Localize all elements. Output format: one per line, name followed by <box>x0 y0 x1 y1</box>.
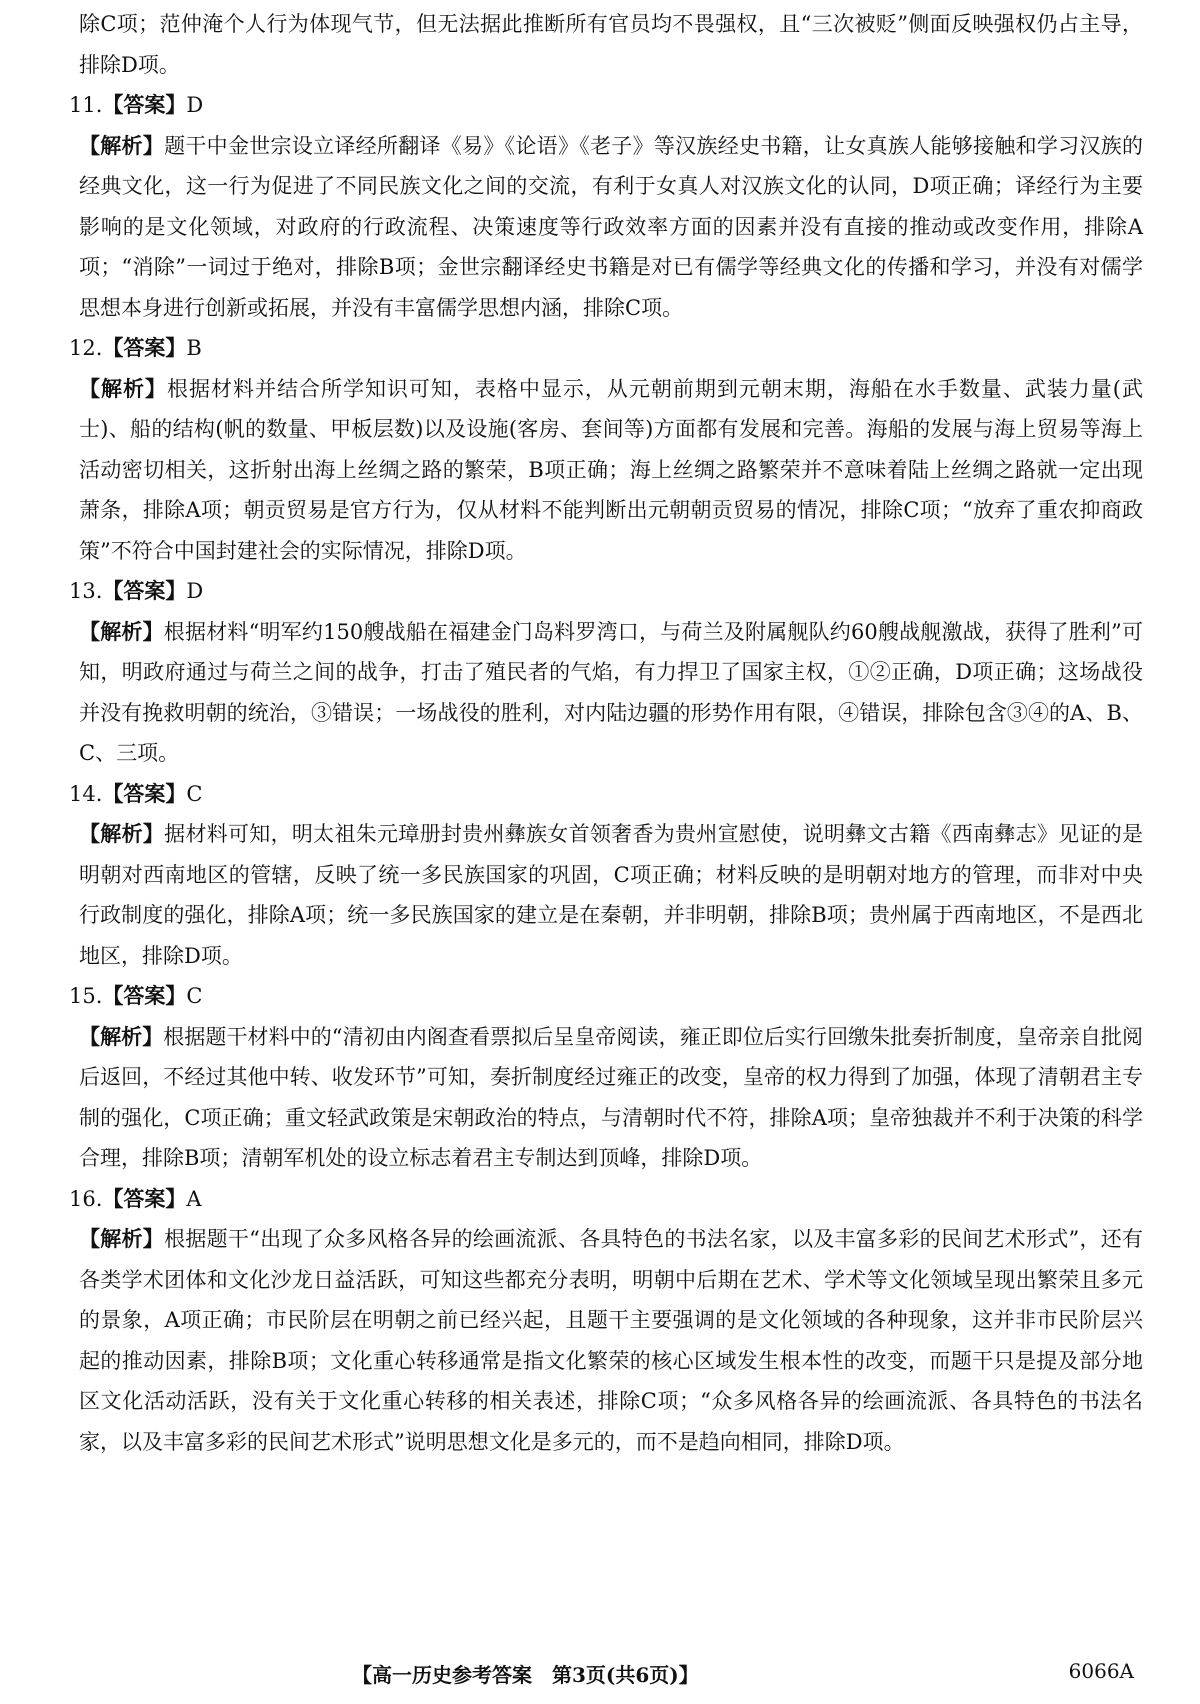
question-answer-line <box>69 571 1143 612</box>
analysis-text: 根据材料“明军约150艘战船在福建金门岛料罗湾口，与荷兰及附属舰队约60艘战舰激战，获得了胜利”可知，明政府通过与荷兰之间的战争，打击了殖民者的气焰，有力捍卫了国家主权，①②正确，D项正确；这场战役并没有挽救明朝的统治，③错误；一场战役的胜利，对内陆边疆的形势作用有限，④错误，排除包含③④的A、B、C、三项。 <box>79 619 1143 765</box>
question-block <box>69 85 1144 328</box>
question-block <box>69 976 1144 1179</box>
question-list <box>69 85 1144 1462</box>
analysis-tag: 【解析】 <box>79 821 165 846</box>
analysis-tag: 【解析】 <box>79 618 164 644</box>
continued-analysis: 除C项；范仲淹个人行为体现气节，但无法据此推断所有官员均不畏强权，且“三次被贬”侧面反映强权仍占主导，排除D项。 <box>79 12 1143 77</box>
question-block <box>69 571 1143 774</box>
analysis-tag: 【解析】 <box>79 375 167 401</box>
analysis-paragraph <box>79 612 1143 774</box>
question-number: 13. <box>69 579 103 603</box>
question-answer-line <box>69 976 1143 1017</box>
answer-tag: 【答案】 <box>102 578 187 603</box>
analysis-text: 根据材料并结合所学知识可知，表格中显示，从元朝前期到元朝末期，海船在水手数量、武装力量(武士)、船的结构(帆的数量、甲板层数)以及设施(客房、套间等)方面都有发展和完善。海船的发展与海上贸易等海上活动密切相关，这折射出海上丝绸之路的繁荣，B项正确；海上丝绸之路繁荣并不意味着陆上丝绸之路就一定出现萧条，排除A项；朝贡贸易是官方行为，仅从材料不能判断出元朝朝贡贸易的情况，排除C项；“放弃了重农抑商政策”不符合中国封建社会的实际情况，排除D项。 <box>79 376 1143 563</box>
answer-tag: 【答案】 <box>102 335 187 360</box>
answer-letter: D <box>186 579 204 603</box>
question-number: 14. <box>69 781 103 806</box>
analysis-paragraph <box>79 1219 1143 1462</box>
analysis-tag: 【解析】 <box>79 132 165 158</box>
question-block <box>69 774 1144 977</box>
analysis-paragraph <box>79 126 1143 329</box>
analysis-paragraph <box>79 1017 1143 1179</box>
analysis-tag: 【解析】 <box>79 1226 165 1251</box>
answer-letter: C <box>186 984 203 1008</box>
analysis-text: 题干中金世宗设立译经所翻译《易》《论语》《老子》等汉族经史书籍，让女真族人能够接触和学习汉族的经典文化，这一行为促进了不同民族文化之间的交流，有利于女真人对汉族文化的认同，D项正确；译经行为主要影响的是文化领域，对政府的行政流程、决策速度等行政效率方面的因素并没有直接的推动或改变作用，排除A项；“消除”一词过于绝对，排除B项；金世宗翻译经史书籍是对已有儒学等经典文化的传播和学习，并没有对儒学思想本身进行创新或拓展，并没有丰富儒学思想内涵，排除C项。 <box>79 133 1144 320</box>
analysis-text: 据材料可知，明太祖朱元璋册封贵州彝族女首领奢香为贵州宣慰使，说明彝文古籍《西南彝志》见证的是明朝对西南地区的管辖，反映了统一多民族国家的巩固，C项正确；材料反映的是明朝对地方的管理，而非对中央行政制度的强化，排除A项；统一多民族国家的建立是在秦朝，并非明朝，排除B项；贵州属于西南地区，不是西北地区，排除D项。 <box>79 822 1144 968</box>
analysis-text: 根据题干“出现了众多风格各异的绘画流派、各具特色的书法名家，以及丰富多彩的民间艺术形式”，还有各类学术团体和文化沙龙日益活跃，可知这些都充分表明，明朝中后期在艺术、学术等文化领域呈现出繁荣且多元的景象，A项正确；市民阶层在明朝之前已经兴起，且题干主要强调的是文化领域的各种现象，这并非市民阶层兴起的推动因素，排除B项；文化重心转移通常是指文化繁荣的核心区域发生根本性的改变，而题干只是提及部分地区文化活动活跃，没有关于文化重心转移的相关表述，排除C项；“众多风格各异的绘画流派、各具特色的书法名家，以及丰富多彩的民间艺术形式”说明思想文化是多元的，而不是趋向相同，排除D项。 <box>79 1227 1144 1454</box>
question-block <box>69 1179 1144 1463</box>
footer-code: 6066A <box>1068 1659 1134 1683</box>
answer-tag: 【答案】 <box>102 780 187 806</box>
question-block <box>69 328 1143 571</box>
analysis-paragraph <box>79 814 1143 976</box>
answer-letter: A <box>186 1186 202 1211</box>
question-answer-line <box>69 85 1143 126</box>
question-answer-line <box>69 328 1143 369</box>
footer-title: 【高一历史参考答案 第3页(共6页)】 <box>352 1663 699 1687</box>
question-answer-line <box>69 1179 1143 1220</box>
question-number: 11. <box>69 93 103 117</box>
question-number: 12. <box>69 336 103 360</box>
answer-tag: 【答案】 <box>102 983 187 1008</box>
question-number: 16. <box>69 1186 103 1211</box>
question-answer-line <box>69 774 1143 815</box>
answer-letter: B <box>186 336 202 360</box>
analysis-text: 根据题干材料中的“清初由内阁查看票拟后呈皇帝阅读，雍正即位后实行回缴朱批奏折制度，皇帝亲自批阅后返回，不经过其他中转、收发环节”可知，奏折制度经过雍正的改变，皇帝的权力得到了加强，体现了清朝君主专制的强化，C项正确；重文轻武政策是宋朝政治的特点，与清朝时代不符，排除A项；皇帝独裁并不利于决策的科学合理，排除B项；清朝军机处的设立标志着君主专制达到顶峰，排除D项。 <box>79 1024 1144 1170</box>
answer-letter: C <box>186 781 203 806</box>
analysis-paragraph <box>79 369 1143 572</box>
answer-tag: 【答案】 <box>102 1185 187 1211</box>
question-number: 15. <box>69 984 103 1008</box>
answer-tag: 【答案】 <box>102 92 187 117</box>
answer-document <box>69 4 1144 1462</box>
answer-letter: D <box>186 93 204 117</box>
analysis-tag: 【解析】 <box>79 1023 164 1049</box>
